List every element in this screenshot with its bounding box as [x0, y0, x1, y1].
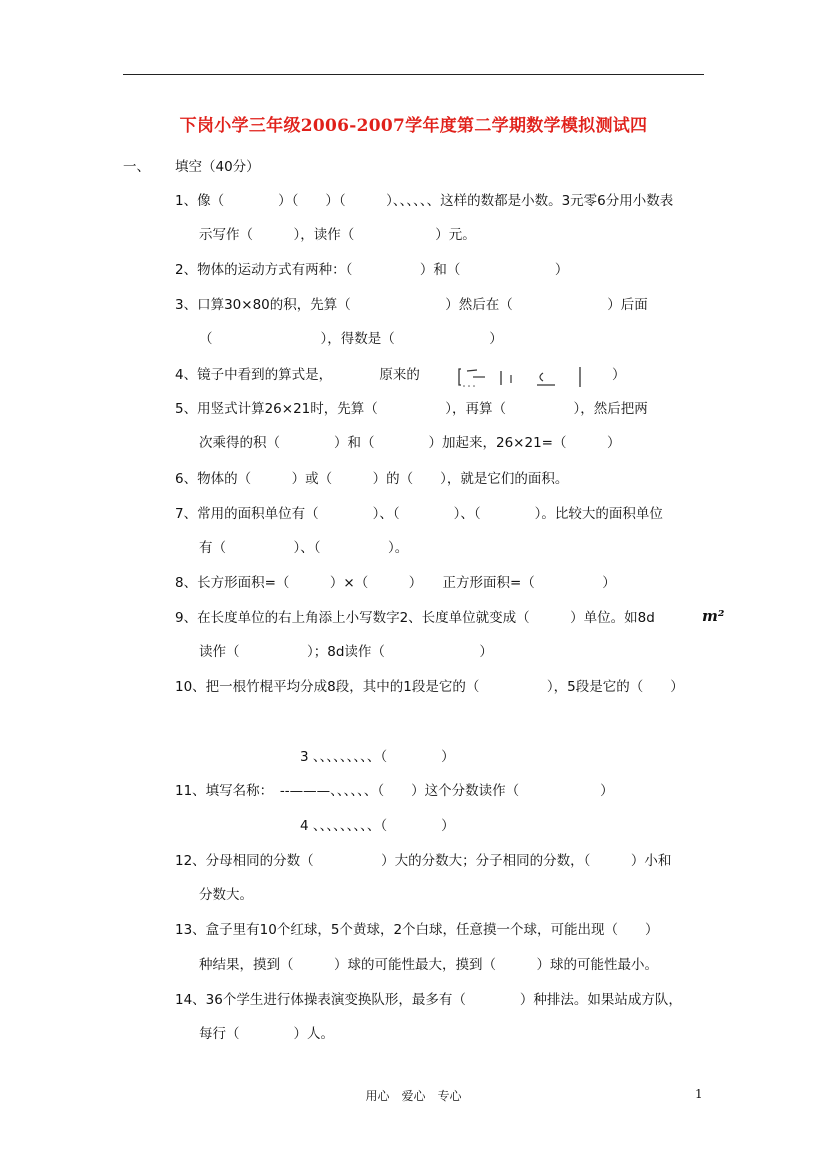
footer-motto: 用心 爱心 专心	[365, 1089, 462, 1103]
q11-line: 11、填写名称： --———、、、、、、（ ）这个分数读作（ ）	[175, 783, 614, 799]
page-number: 1	[695, 1087, 703, 1101]
q3-line1: 3、口算30×80的积，先算（ ）然后在（ ）后面	[175, 297, 648, 313]
q3-line2: （ ），得数是（ ）	[199, 331, 503, 347]
q11-denominator-line: 4 、、、、、、、、、（ ）	[300, 818, 455, 834]
q6-line: 6、物体的（ ）或（ ）的（ ），就是它们的面积。	[175, 471, 569, 487]
q5-line2: 次乘得的积（ ）和（ ）加起来，26×21=（ ）	[199, 435, 621, 451]
page-title: 下岗小学三年级2006-2007学年度第二学期数学模拟测试四	[179, 116, 648, 136]
section-title: 填空（40分）	[175, 159, 260, 175]
q4-close-paren: ）	[612, 367, 626, 383]
header-rule	[123, 74, 704, 75]
q9-line1: 9、在长度单位的右上角添上小写数字2、长度单位就变成（ ）单位。如8d	[175, 610, 655, 626]
q13-line1: 13、盒子里有10个红球，5个黄球，2个白球，任意摸一个球，可能出现（ ）	[175, 922, 659, 938]
q13-line2: 种结果，摸到（ ）球的可能性最大，摸到（ ）球的可能性最小。	[199, 957, 658, 973]
q9-line2: 读作（ ）；8d读作（ ）	[199, 644, 493, 660]
q9-unit-m2: m²	[702, 607, 725, 625]
q7-line2: 有（ ）、（ ）。	[199, 540, 409, 556]
q1-line1: 1、像（ ）（ ）（ ）、、、、、、这样的数都是小数。3元零6分用小数表	[175, 193, 674, 209]
q4-line: 4、镜子中看到的算式是， 原来的	[175, 367, 420, 383]
q10-line: 10、把一根竹棍平均分成8段，其中的1段是它的（ ），5段是它的（ ）	[175, 679, 684, 695]
section-number: 一、	[123, 159, 150, 175]
q12-line2: 分数大。	[199, 887, 253, 903]
q12-line1: 12、分母相同的分数（ ）大的分数大；分子相同的分数，（ ）小和	[175, 853, 672, 869]
q14-line2: 每行（ ）人。	[199, 1026, 334, 1042]
q7-line1: 7、常用的面积单位有（ ）、（ ）、（ ）。比较大的面积单位	[175, 506, 663, 522]
q11-numerator-line: 3 、、、、、、、、、（ ）	[300, 749, 455, 765]
mirror-equation-image	[453, 365, 583, 389]
q8-line: 8、长方形面积=（ ）×（ ） 正方形面积=（ ）	[175, 575, 616, 591]
q5-line1: 5、用竖式计算26×21时，先算（ ），再算（ ），然后把两	[175, 401, 648, 417]
q14-line1: 14、36个学生进行体操表演变换队形，最多有（ ）种排法。如果站成方队，	[175, 992, 682, 1008]
q1-line2: 示写作（ ），读作（ ）元。	[199, 227, 476, 243]
q2-line: 2、物体的运动方式有两种：（ ）和（ ）	[175, 262, 569, 278]
